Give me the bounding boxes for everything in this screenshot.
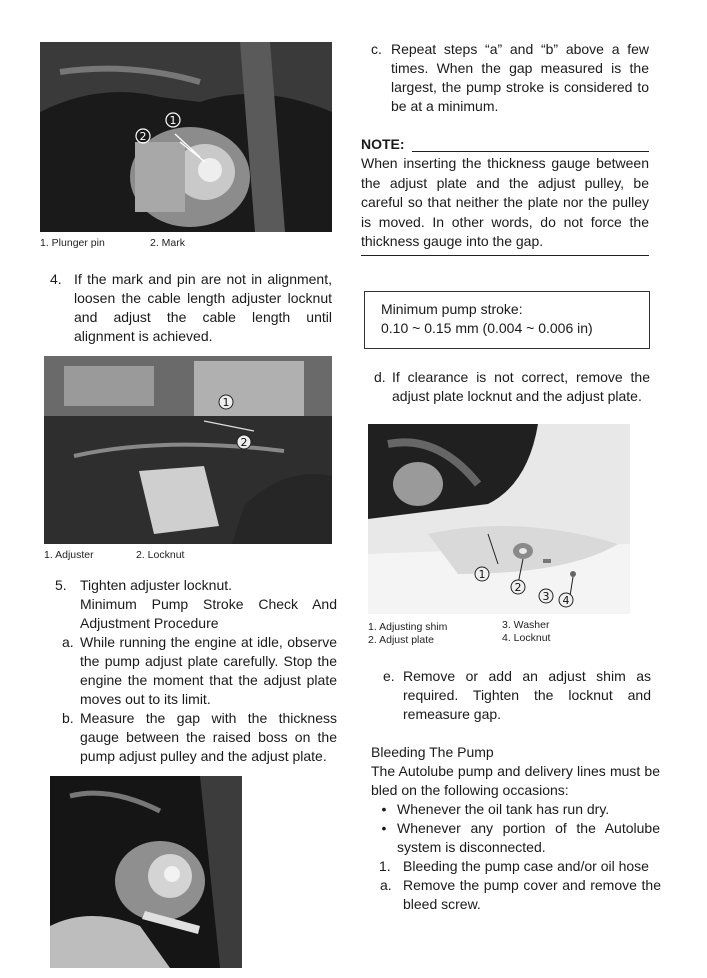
photo-plunger-pin-mark	[40, 42, 332, 232]
step-b-text: Measure the gap with the thickness gauge between the raised boss on the pump adjust pulley and the adjust plate.	[80, 710, 337, 764]
callout-1-label: 1	[478, 568, 486, 581]
bleeding-step-1-number: 1.	[379, 858, 391, 874]
callout-2-label: 2	[240, 436, 248, 449]
step-e-letter: e.	[383, 668, 395, 684]
note-text: When inserting the thickness gauge between the adjust plate and the adjust pulley, be careful so that neither the plate nor the pulley is moved. In other words, do not force the thickness gauge into the gap.	[361, 155, 649, 249]
note-top-rule	[412, 151, 649, 152]
photo4-caption-2: 2. Adjust plate	[368, 634, 434, 646]
spec-box	[364, 291, 650, 349]
list-item	[371, 800, 660, 819]
step-5-text: Tighten adjuster locknut.	[80, 577, 233, 593]
callout-2-label: 2	[139, 130, 147, 143]
step-d	[374, 368, 650, 406]
photo4-caption-4: 4. Locknut	[502, 632, 551, 644]
step-d-text: If clearance is not correct, remove the adjust plate locknut and the adjust plate.	[392, 369, 650, 404]
step-c	[371, 40, 649, 116]
step-a	[62, 633, 337, 709]
bleeding-step-1-text: Bleeding the pump case and/or oil hose	[403, 858, 649, 874]
step-c-text: Repeat steps “a” and “b” above a few times. When the gap measured is the largest, the pump stroke is considered to be at a minimum.	[391, 41, 649, 114]
step-b-letter: b.	[62, 710, 74, 726]
step-5-number: 5.	[55, 577, 67, 593]
photo-adjuster-locknut	[44, 356, 332, 544]
bleeding-step-1	[379, 857, 661, 876]
list-item	[371, 819, 660, 857]
bleeding-step-a	[380, 876, 661, 914]
step-a-letter: a.	[62, 634, 74, 650]
bleeding-bullets	[371, 800, 660, 857]
step-e-text: Remove or add an adjust shim as required. Tighten the locknut and remeasure gap.	[403, 668, 651, 722]
photo4-caption-1: 1. Adjusting shim	[368, 621, 448, 633]
callout-4-label: 4	[562, 594, 570, 607]
bleeding-step-a-text: Remove the pump cover and remove the bleed screw.	[403, 877, 661, 912]
step-4-text: If the mark and pin are not in alignment, loosen the cable length adjuster locknut and adjust the cable length until alignment is achieved.	[74, 271, 332, 344]
photo4-caption-3: 3. Washer	[502, 619, 550, 631]
bullet-1-text: Whenever the oil tank has run dry.	[397, 801, 610, 817]
callout-2-label: 2	[514, 581, 522, 594]
note-bottom-rule	[361, 255, 649, 256]
step-b	[62, 709, 337, 766]
step-d-letter: d.	[374, 369, 386, 385]
step-4	[50, 270, 332, 346]
bleeding-step-a-letter: a.	[380, 877, 392, 893]
bullet-2-text: Whenever any portion of the Autolube system is disconnected.	[397, 820, 660, 855]
note-label: NOTE:	[361, 136, 405, 152]
photo2-caption-1: 1. Adjuster	[44, 549, 94, 561]
callout-1-label: 1	[222, 396, 230, 409]
bullet-dot: •	[381, 801, 387, 817]
callout-3-label: 3	[542, 590, 550, 603]
photo-shim-plate-washer-locknut	[368, 424, 630, 614]
step-c-letter: c.	[371, 41, 382, 57]
spec-value: 0.10 ~ 0.15 mm (0.004 ~ 0.006 in)	[381, 320, 593, 336]
procedure-heading: Minimum Pump Stroke Check And Adjustment Procedure	[80, 596, 337, 631]
photo1-caption-2: 2. Mark	[150, 237, 186, 249]
step-e	[383, 667, 651, 724]
callout-1-label: 1	[169, 114, 177, 127]
bleeding-intro: The Autolube pump and delivery lines must be bled on the following occasions:	[371, 763, 660, 798]
step-a-text: While running the engine at idle, observe the pump adjust plate carefully. Stop the engine the moment that the adjust plate moves out to its limit.	[80, 634, 337, 707]
bullet-dot: •	[381, 820, 387, 836]
photo2-caption-2: 2. Locknut	[136, 549, 185, 561]
step-5	[55, 576, 337, 633]
spec-title: Minimum pump stroke:	[381, 301, 523, 317]
photo1-caption-1: 1. Plunger pin	[40, 237, 105, 249]
step-4-number: 4.	[50, 271, 62, 287]
bleeding-heading: Bleeding The Pump	[371, 744, 494, 760]
photo-thickness-gauge	[50, 776, 242, 968]
